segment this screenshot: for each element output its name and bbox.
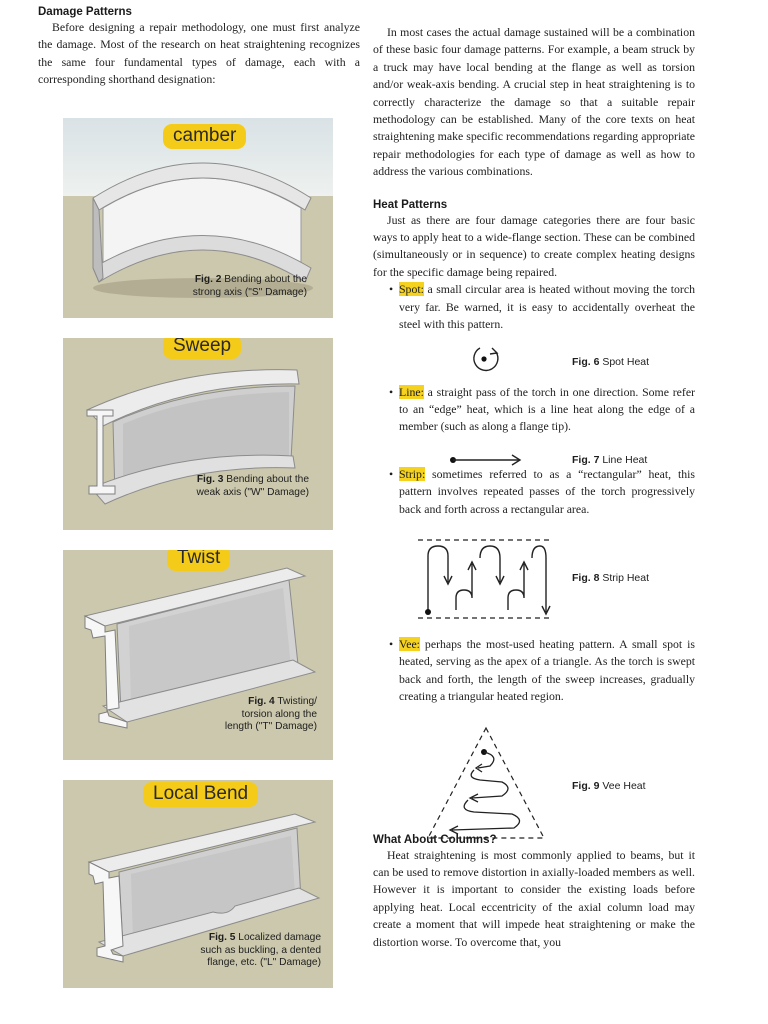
strip-heat-diagram [416, 534, 556, 624]
camber-figure-panel [63, 118, 333, 318]
bullet-vee [373, 636, 695, 706]
local-bend-figure-panel [63, 780, 333, 988]
bullet-line-text: a straight pass of the torch in one direction. Some refer to an “edge” heat, which is a line heat along the edge of a member (such as along a flange tip). [399, 384, 695, 434]
line-heat-diagram [448, 452, 524, 468]
bullet-vee-term: Vee: [399, 636, 420, 651]
fig7-text: Line Heat [602, 454, 648, 466]
bullet-line [373, 384, 695, 436]
fig3-caption [196, 474, 309, 499]
fig4-caption-line2: torsion along the [241, 708, 317, 720]
fig9-label [572, 780, 646, 792]
spot-heat-diagram [466, 342, 506, 376]
bullet-dot: • [389, 636, 394, 651]
damage-patterns-heading: Damage Patterns [38, 6, 132, 18]
combination-paragraph: In most cases the actual damage sustained will be a combination of these basic four damage patterns. For example, a beam struck by a truck may have local bending at the flange as well as torsion and/or weak-axis bending. A crucial step in heat straightening is to correctly characterize the damage so that a suitable repair methodology can be established. Many of the core texts on heat straightening make specific recommendations regarding appropriate repair methodologies for each type of damage as well as how to address the various combinations. [373, 25, 695, 179]
fig8-text: Strip Heat [602, 572, 650, 584]
fig4-caption-line3: length ("T" Damage) [224, 721, 317, 732]
bullet-strip-text: sometimes referred to as a “rectangular” heat, this pattern involves repeated passes of the torch progressively back and forth across a rectangular area. [399, 466, 695, 516]
fig5-caption-line3: flange, etc. ("L" Damage) [207, 957, 321, 968]
fig6-text: Spot Heat [602, 356, 650, 368]
fig8-label [572, 572, 649, 584]
fig2-number: Fig. 2 [194, 274, 222, 285]
local-bend-tag: Local Bend [143, 782, 258, 807]
bullet-strip [373, 466, 695, 518]
heat-patterns-paragraph: Just as there are four damage categories there are four basic ways to apply heat to a wide-flange section. These can be combined (simultaneously or in sequence) to create complex heating designs for the specific damage being repaired. [373, 212, 695, 279]
fig3-number: Fig. 3 [196, 474, 224, 485]
damage-intro-paragraph: Before designing a repair methodology, one must first analyze the damage. Most of the research on heat straightening recognizes the same four fundamental types of damage, each with a corresponding shorthand designation: [38, 20, 360, 87]
fig4-caption [225, 696, 317, 734]
fig9-text: Vee Heat [602, 780, 646, 792]
bullet-spot-text: a small circular area is heated without moving the torch very far. Be warned, it is easy to accidentally overheat the steel with this pattern. [399, 282, 695, 332]
fig5-caption-line1: Localized damage [238, 932, 321, 943]
bullet-vee-text: perhaps the most-used heating pattern. A small spot is heated, serving as the apex of a triangle. As the torch is swept back and forth, the length of the sweep increases, gradually creating a triangular heated region. [399, 636, 695, 704]
fig7-number: Fig. 7 [572, 454, 600, 466]
fig6-label [572, 356, 649, 368]
fig3-caption-line1: Bending about the [226, 474, 309, 485]
bullet-spot-term: Spot: [399, 282, 424, 297]
sweep-figure-panel [63, 338, 333, 530]
bullet-line-term: Line: [399, 384, 424, 399]
twist-figure-panel [63, 550, 333, 760]
fig8-number: Fig. 8 [572, 572, 600, 584]
heat-patterns-heading: Heat Patterns [373, 198, 448, 211]
fig4-caption-line1: Twisting/ [277, 696, 317, 707]
bullet-dot: • [389, 282, 394, 297]
sweep-tag: Sweep [163, 338, 241, 359]
fig3-caption-line2: weak axis ("W" Damage) [196, 486, 309, 498]
sweep-beam-illustration [63, 338, 333, 530]
fig4-number: Fig. 4 [248, 696, 275, 707]
fig5-caption [200, 932, 321, 970]
fig9-number: Fig. 9 [572, 780, 600, 792]
columns-heading: What About Columns? [373, 833, 497, 846]
fig2-caption-line1: Bending about the [224, 274, 307, 285]
left-column [38, 6, 360, 89]
fig5-number: Fig. 5 [208, 932, 236, 943]
fig7-label [572, 454, 647, 466]
vee-heat-diagram [424, 724, 548, 844]
fig2-caption-line2: strong axis ("S" Damage) [192, 286, 307, 298]
bullet-spot [373, 281, 695, 333]
bullet-dot: • [389, 466, 394, 481]
bullet-dot: • [389, 384, 394, 399]
columns-paragraph: Heat straightening is most commonly applied to beams, but it can be used to remove distortion in axially-loaded members as well. However it is important to consider the existing loads before applying heat. Local eccentricity of the axial column load may create a moment that will impede heat straightening or make the distortion worse. To overcome that, you [373, 847, 695, 949]
fig6-number: Fig. 6 [572, 356, 600, 368]
bullet-strip-term: Strip: [399, 466, 426, 481]
twist-tag: Twist [167, 550, 230, 571]
camber-tag: camber [163, 124, 246, 149]
fig2-caption [193, 274, 307, 299]
fig5-caption-line2: such as buckling, a dented [200, 944, 321, 956]
